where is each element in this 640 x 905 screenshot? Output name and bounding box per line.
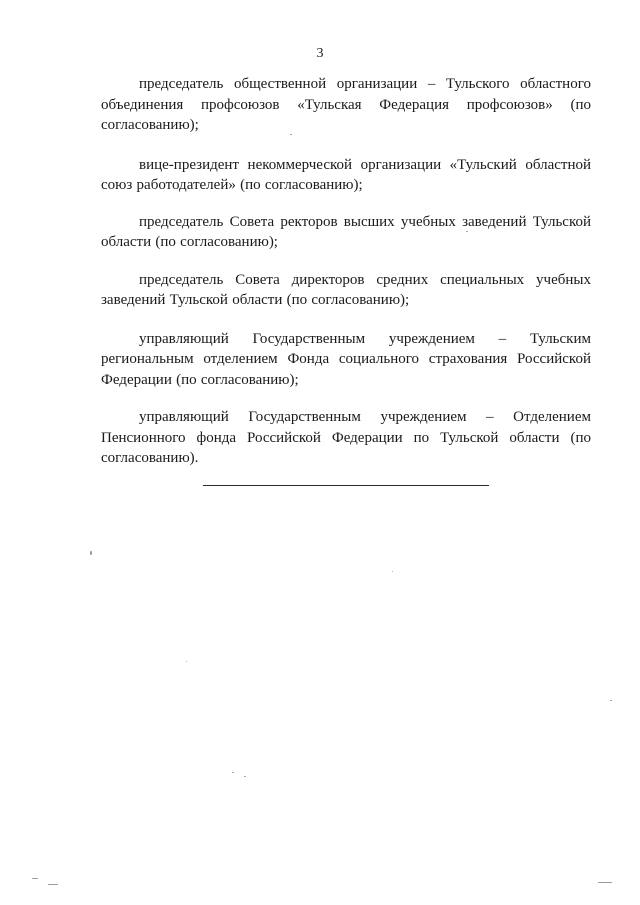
scan-speck xyxy=(244,776,246,777)
list-item-trade-union-chairman: председатель общественной организации – Тульского областного объединения профсоюзов «Тульская Федерация профсоюзов» (по согласованию); xyxy=(101,76,591,133)
scan-speck xyxy=(90,551,92,555)
scan-speck xyxy=(466,231,468,232)
document-body xyxy=(101,74,591,469)
list-item-rectors-council-chairman: председатель Совета ректоров высших учебных заведений Тульской области (по согласованию); xyxy=(101,213,591,250)
page-number: 3 xyxy=(316,46,324,61)
scan-speck xyxy=(48,884,58,885)
scan-speck xyxy=(610,700,612,701)
scan-speck xyxy=(392,571,393,572)
list-item-employers-union-vice-president: вице-президент некоммерческой организации «Тульский областной союз работодателей» (по согласованию); xyxy=(101,156,591,193)
scan-speck xyxy=(186,661,187,662)
list-item-pension-fund-manager: управляющий Государственным учреждением – Отделением Пенсионного фонда Российской Федерации по Тульской области (по согласованию). xyxy=(101,409,591,466)
scan-speck xyxy=(598,882,612,883)
scan-speck xyxy=(32,878,38,879)
list-item-social-insurance-fund-manager: управляющий Государственным учреждением – Тульским региональным отделением Фонда социального страхования Российской Федерации (по согласованию); xyxy=(101,330,591,388)
scan-speck xyxy=(290,134,292,135)
scan-speck xyxy=(232,772,234,773)
list-item-directors-council-chairman: председатель Совета директоров средних специальных учебных заведений Тульской области (по согласованию); xyxy=(101,271,591,308)
closing-divider-line xyxy=(203,485,489,486)
